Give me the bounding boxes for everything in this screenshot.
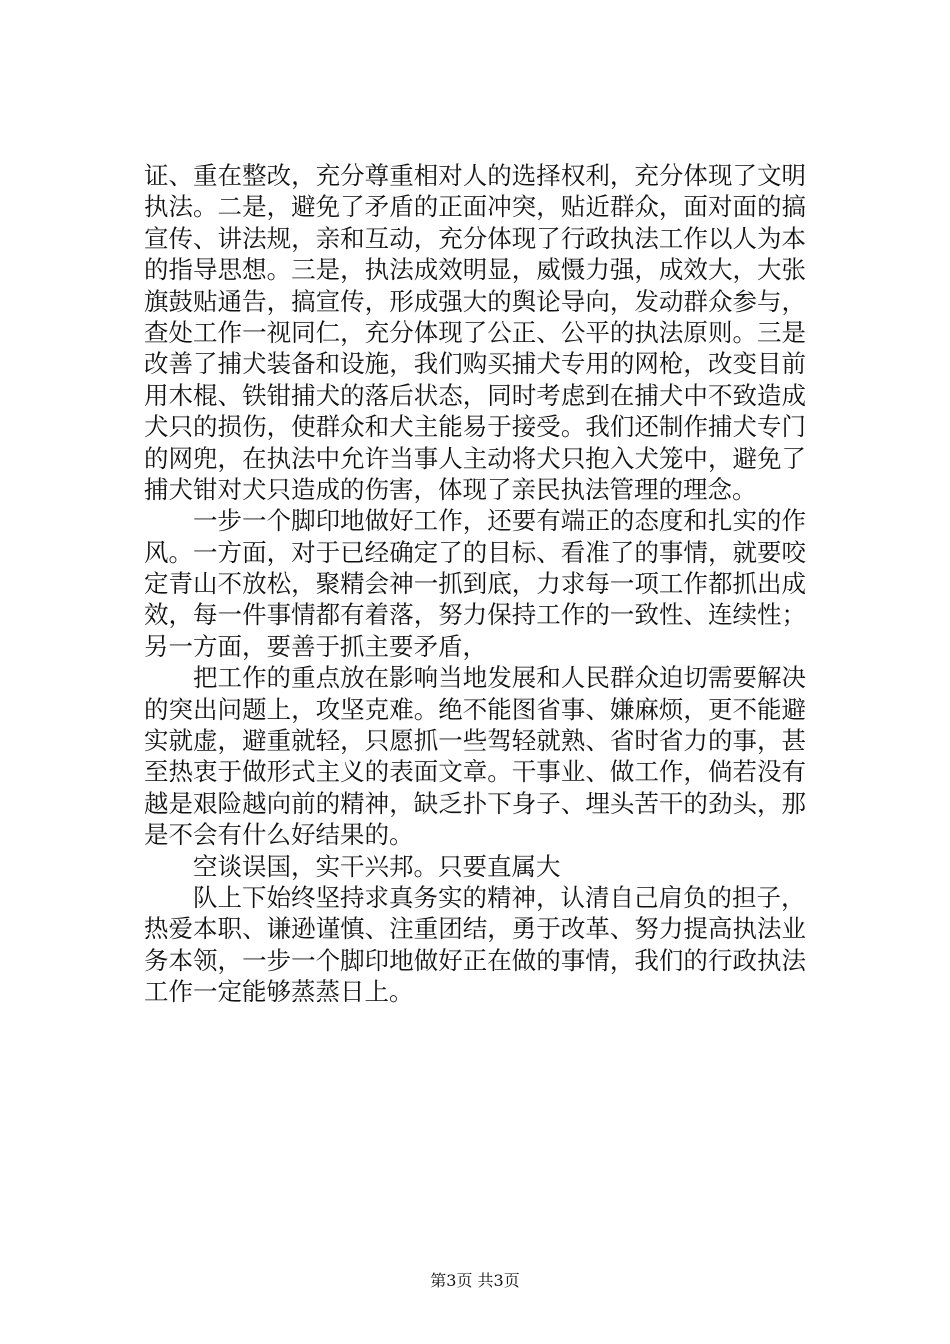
text-line: 定青山不放松，聚精会神一抓到底，力求每一项工作都抓出成 (144, 569, 806, 599)
text-line: 另一方面，要善于抓主要矛盾， (144, 631, 487, 661)
text-line: 风。一方面，对于已经确定了的目标、看准了的事情，就要咬 (144, 537, 806, 567)
text-line: 宣传、讲法规，亲和互动，充分体现了行政执法工作以人为本 (144, 223, 806, 253)
text-line: 犬只的损伤，使群众和犬主能易于接受。我们还制作捕犬专门 (144, 412, 806, 442)
page-footer (0, 1271, 950, 1291)
text-line: 实就虚，避重就轻，只愿抓一些驾轻就熟、省时省力的事，甚 (144, 726, 806, 756)
text-line: 务本领，一步一个脚印地做好正在做的事情，我们的行政执法 (144, 945, 806, 975)
text-line: 的网兜，在执法中允许当事人主动将犬只抱入犬笼中，避免了 (144, 443, 806, 473)
page-number: 第3页 共3页 (430, 1271, 520, 1290)
text-line: 至热衷于做形式主义的表面文章。干事业、做工作，倘若没有 (144, 757, 806, 787)
text-line: 是不会有什么好结果的。 (144, 820, 414, 850)
text-line: 热爱本职、谦逊谨慎、注重团结，勇于改革、努力提高执法业 (144, 914, 806, 944)
text-line: 用木棍、铁钳捕犬的落后状态，同时考虑到在捕犬中不致造成 (144, 380, 806, 410)
text-line: 效，每一件事情都有着落，努力保持工作的一致性、连续性； (144, 600, 806, 630)
text-line: 改善了捕犬装备和设施，我们购买捕犬专用的网枪，改变目前 (144, 349, 806, 379)
text-line: 旗鼓贴通告，搞宣传，形成强大的舆论导向，发动群众参与， (144, 286, 806, 316)
paragraph-first-line: 空谈误国，实干兴邦。只要直属大 (193, 851, 561, 881)
text-line: 的指导思想。三是，执法成效明显，威慑力强，成效大，大张 (144, 255, 806, 285)
paragraph-first-line: 队上下始终坚持求真务实的精神，认清自己肩负的担子， (193, 882, 806, 912)
text-line: 的突出问题上，攻坚克难。绝不能图省事、嫌麻烦，更不能避 (144, 694, 806, 724)
document-body (144, 160, 806, 1008)
text-line: 证、重在整改，充分尊重相对人的选择权利，充分体现了文明 (144, 161, 806, 190)
text-line: 执法。二是，避免了矛盾的正面冲突，贴近群众，面对面的搞 (144, 192, 806, 222)
text-line: 查处工作一视同仁，充分体现了公正、公平的执法原则。三是 (144, 317, 806, 347)
paragraph-first-line: 把工作的重点放在影响当地发展和人民群众迫切需要解决 (193, 663, 806, 693)
paragraph-first-line: 一步一个脚印地做好工作，还要有端正的态度和扎实的作 (193, 506, 806, 536)
text-line: 越是艰险越向前的精神，缺乏扑下身子、埋头苦干的劲头，那 (144, 788, 806, 818)
text-line: 工作一定能够蒸蒸日上。 (144, 977, 414, 1007)
text-line: 捕犬钳对犬只造成的伤害，体现了亲民执法管理的理念。 (144, 474, 757, 504)
